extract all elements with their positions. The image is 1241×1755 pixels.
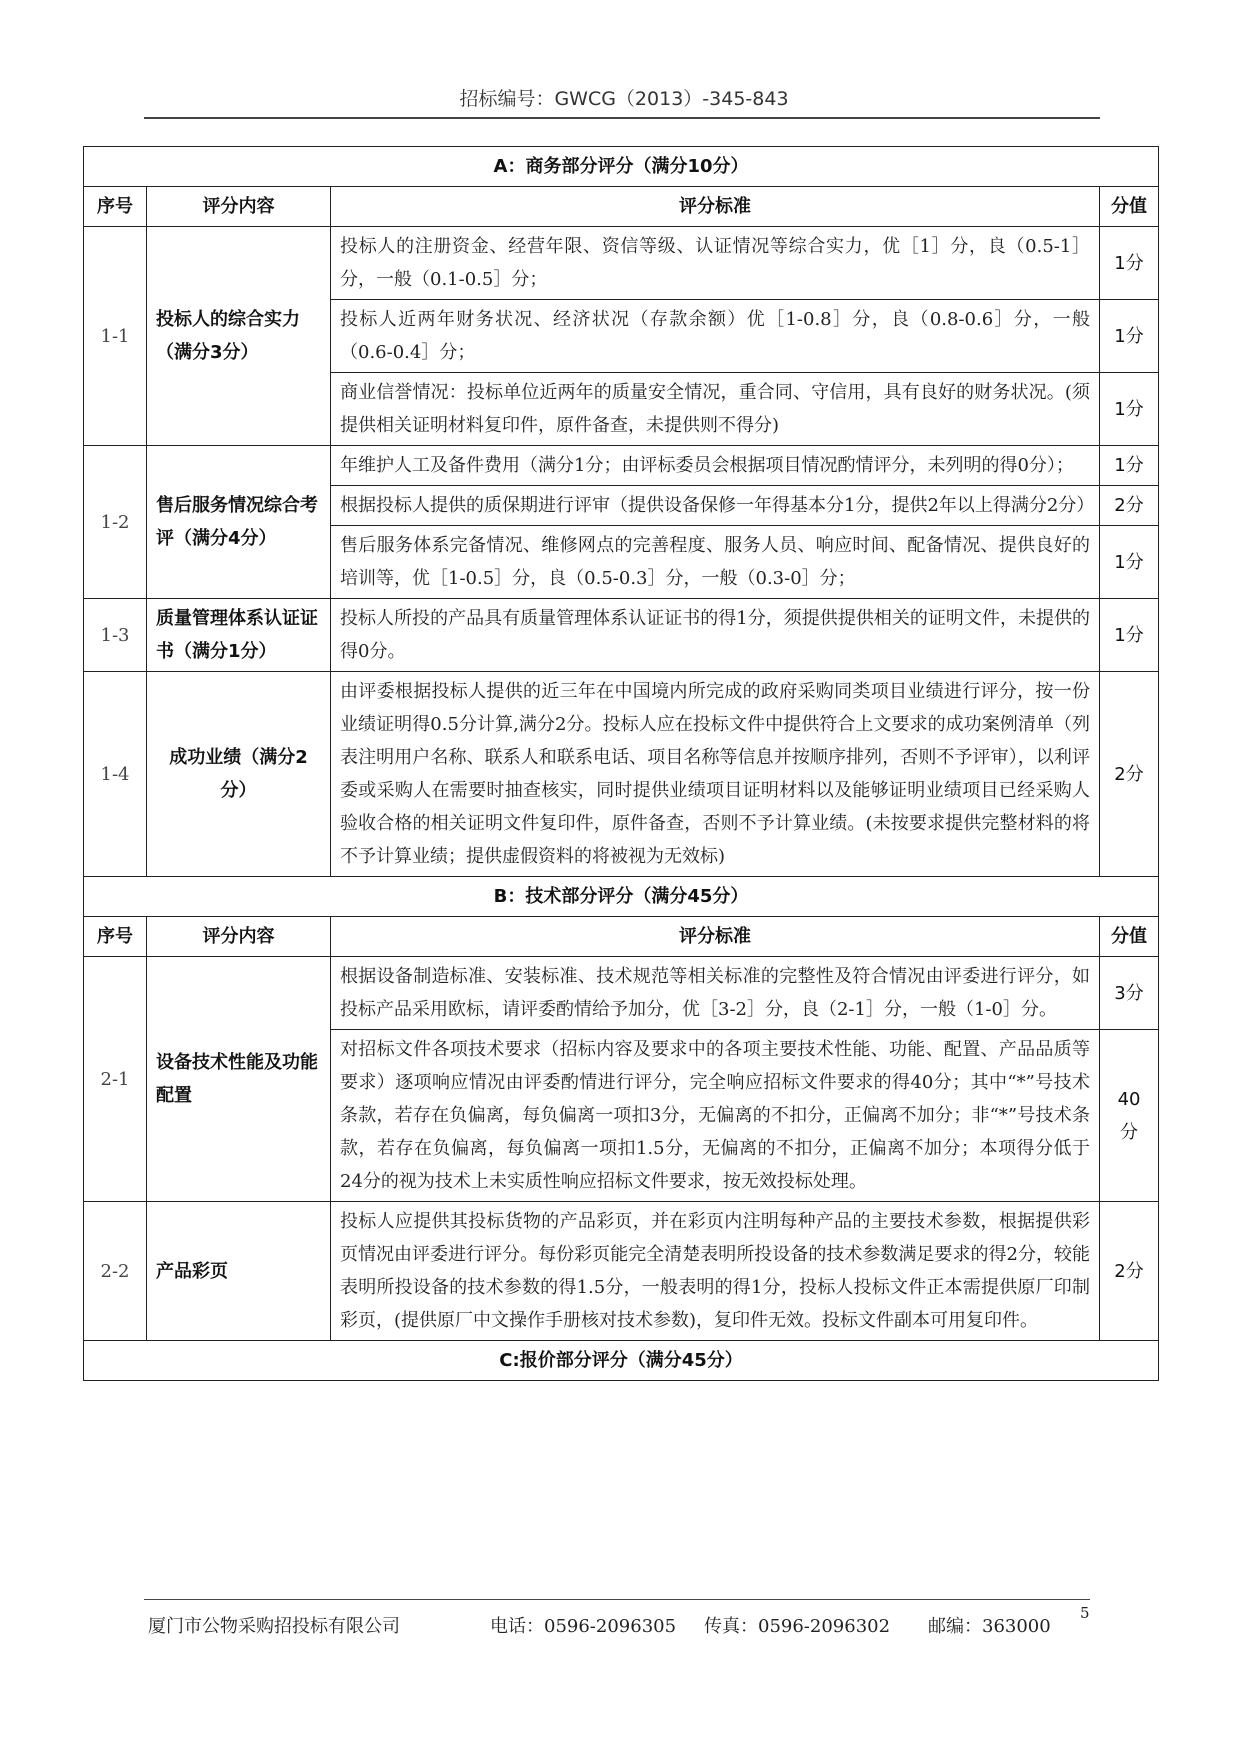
section-c-title-row <box>84 1341 1159 1381</box>
score-value: 2分 <box>1100 672 1159 877</box>
row-number: 1-4 <box>84 672 147 877</box>
score-value: 2分 <box>1100 486 1159 526</box>
section-b-title-row <box>84 877 1159 917</box>
score-value: 1分 <box>1100 227 1159 300</box>
score-value: 1分 <box>1100 300 1159 373</box>
table-row <box>84 227 1159 300</box>
footer-divider <box>144 1599 1090 1600</box>
section-c-title: C:报价部分评分（满分45分） <box>84 1341 1159 1381</box>
scoring-item: 售后服务情况综合考评（满分4分） <box>147 446 331 599</box>
col-header-no: 序号 <box>84 917 147 957</box>
header-divider <box>144 117 1100 119</box>
score-value: 1分 <box>1100 446 1159 486</box>
col-header-content: 评分内容 <box>147 187 331 227</box>
section-a-header-row <box>84 187 1159 227</box>
scoring-table <box>83 146 1159 1381</box>
row-number: 2-1 <box>84 957 147 1202</box>
footer-phone: 电话：0596-2096305 <box>490 1616 677 1637</box>
scoring-standard: 由评委根据投标人提供的近三年在中国境内所完成的政府采购同类项目业绩进行评分，按一份业绩证明得0.5分计算,满分2分。投标人应在投标文件中提供符合上文要求的成功案例清单（列表注明用户名称、联系人和联系电话、项目名称等信息并按顺序排列，否则不予评审），以利评委或采购人在需要时抽查核实，同时提供业绩项目证明材料以及能够证明业绩项目已经采购人验收合格的相关证明文件复印件，原件备查，否则不予计算业绩。(未按要求提供完整材料的将不予计算业绩；提供虚假资料的将被视为无效标) <box>331 672 1100 877</box>
col-header-standard: 评分标准 <box>331 917 1100 957</box>
scoring-standard: 根据投标人提供的质保期进行评审（提供设备保修一年得基本分1分，提供2年以上得满分2分） <box>331 486 1100 526</box>
scoring-standard: 投标人所投的产品具有质量管理体系认证证书的得1分，须提供提供相关的证明文件，未提供的得0分。 <box>331 599 1100 672</box>
table-row <box>84 1202 1159 1341</box>
scoring-item: 投标人的综合实力（满分3分） <box>147 227 331 446</box>
row-number: 1-3 <box>84 599 147 672</box>
score-value: 40分 <box>1100 1030 1159 1202</box>
footer-fax: 传真：0596-2096302 <box>704 1616 891 1637</box>
col-header-score: 分值 <box>1100 917 1159 957</box>
section-b-title: B：技术部分评分（满分45分） <box>84 877 1159 917</box>
table-row <box>84 957 1159 1030</box>
score-value: 1分 <box>1100 599 1159 672</box>
row-number: 1-1 <box>84 227 147 446</box>
col-header-standard: 评分标准 <box>331 187 1100 227</box>
page-footer <box>148 1612 1051 1638</box>
col-header-score: 分值 <box>1100 187 1159 227</box>
scoring-standard: 投标人应提供其投标货物的产品彩页，并在彩页内注明每种产品的主要技术参数，根据提供彩页情况由评委进行评分。每份彩页能完全清楚表明所投设备的技术参数满足要求的得2分，较能表明所投设备的技术参数的得1.5分，一般表明的得1分，投标人投标文件正本需提供原厂印制彩页，(提供原厂中文操作手册核对技术参数)，复印件无效。投标文件副本可用复印件。 <box>331 1202 1100 1341</box>
scoring-standard: 根据设备制造标准、安装标准、技术规范等相关标准的完整性及符合情况由评委进行评分，如投标产品采用欧标，请评委酌情给予加分，优［3-2］分，良（2-1］分，一般（1-0］分。 <box>331 957 1100 1030</box>
scoring-standard: 商业信誉情况：投标单位近两年的质量安全情况，重合同、守信用，具有良好的财务状况。(须提供相关证明材料复印件，原件备查，未提供则不得分) <box>331 373 1100 446</box>
table-row <box>84 672 1159 877</box>
score-value: 2分 <box>1100 1202 1159 1341</box>
row-number: 1-2 <box>84 446 147 599</box>
footer-postcode: 邮编：363000 <box>928 1616 1051 1637</box>
section-a-title-row <box>84 147 1159 187</box>
table-row <box>84 446 1159 486</box>
page-number: 5 <box>1080 1604 1090 1622</box>
section-a-title: A：商务部分评分（满分10分） <box>84 147 1159 187</box>
scoring-standard: 年维护人工及备件费用（满分1分；由评标委员会根据项目情况酌情评分，未列明的得0分）； <box>331 446 1100 486</box>
scoring-standard: 投标人近两年财务状况、经济状况（存款余额）优［1-0.8］分，良（0.8-0.6］分，一般（0.6-0.4］分； <box>331 300 1100 373</box>
scoring-item: 设备技术性能及功能配置 <box>147 957 331 1202</box>
scoring-standard: 售后服务体系完备情况、维修网点的完善程度、服务人员、响应时间、配备情况、提供良好的培训等，优［1-0.5］分，良（0.5-0.3］分，一般（0.3-0］分； <box>331 526 1100 599</box>
scoring-item: 成功业绩（满分2分） <box>147 672 331 877</box>
table-row <box>84 599 1159 672</box>
page-header: 招标编号：GWCG（2013）-345-843 <box>459 88 789 110</box>
score-value: 1分 <box>1100 526 1159 599</box>
section-b-header-row <box>84 917 1159 957</box>
score-value: 1分 <box>1100 373 1159 446</box>
footer-company: 厦门市公物采购招投标有限公司 <box>148 1616 400 1637</box>
scoring-item: 产品彩页 <box>147 1202 331 1341</box>
scoring-standard: 对招标文件各项技术要求（招标内容及要求中的各项主要技术性能、功能、配置、产品品质等要求）逐项响应情况由评委酌情进行评分，完全响应招标文件要求的得40分；其中“*”号技术条款，若存在负偏离，每负偏离一项扣3分，无偏离的不扣分，正偏离不加分；非“*”号技术条款，若存在负偏离，每负偏离一项扣1.5分，无偏离的不扣分，正偏离不加分；本项得分低于24分的视为技术上未实质性响应招标文件要求，按无效投标处理。 <box>331 1030 1100 1202</box>
scoring-standard: 投标人的注册资金、经营年限、资信等级、认证情况等综合实力，优［1］分，良（0.5-1］分，一般（0.1-0.5］分； <box>331 227 1100 300</box>
score-value: 3分 <box>1100 957 1159 1030</box>
col-header-content: 评分内容 <box>147 917 331 957</box>
scoring-item: 质量管理体系认证证书（满分1分） <box>147 599 331 672</box>
row-number: 2-2 <box>84 1202 147 1341</box>
col-header-no: 序号 <box>84 187 147 227</box>
